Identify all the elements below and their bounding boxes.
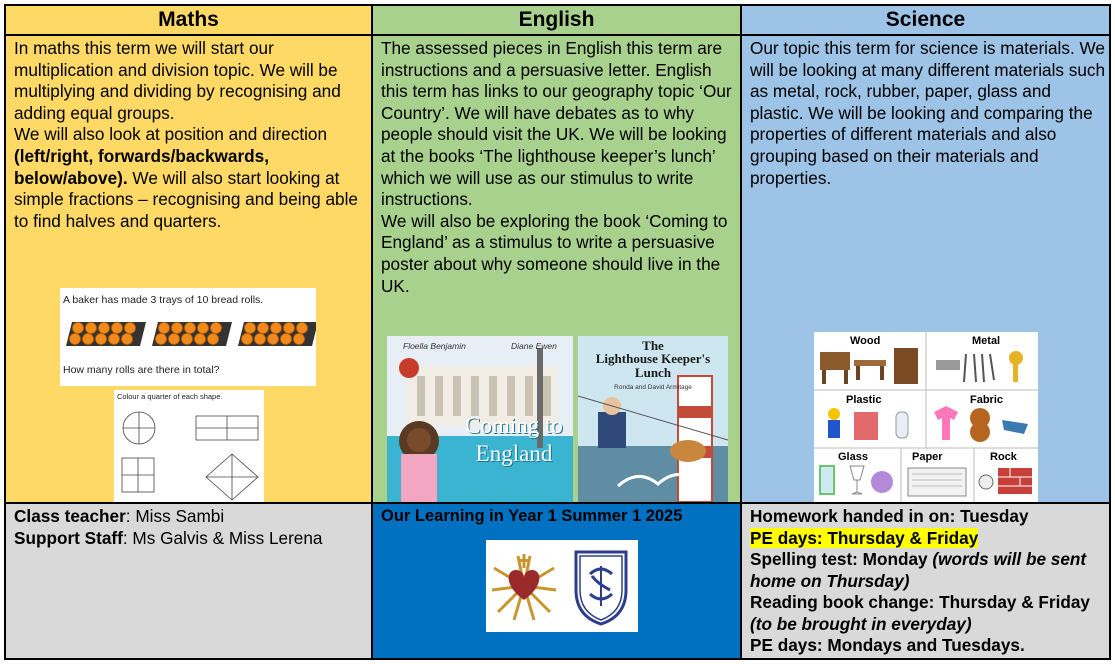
bread-roll — [271, 323, 282, 334]
bread-roll — [281, 334, 292, 345]
bread-roll — [99, 323, 110, 334]
material-label-fabric: Fabric — [970, 394, 1004, 406]
bread-roll — [255, 334, 266, 345]
bread-roll — [284, 323, 295, 334]
book-cover-coming-to-england — [387, 336, 573, 502]
maths-panel — [4, 34, 373, 504]
bread-roll — [73, 323, 84, 334]
fraction-worksheet-title: Colour a quarter of each shape. — [117, 392, 223, 401]
english-paragraph-2: We will also be exploring the book ‘Coming to England’ as a stimulus to write a persuasive poster about why someone should live in the UK. — [381, 210, 728, 296]
maths-position-terms: (left/right, forwards/backwards, below/above). — [14, 145, 270, 188]
worksheet-prompt: How many rolls are there in total? — [63, 364, 220, 376]
bread-roll — [208, 334, 219, 345]
maths-header — [4, 4, 373, 36]
staff-panel — [4, 502, 373, 660]
year-banner-panel — [371, 502, 742, 660]
material-label-wood: Wood — [850, 335, 881, 347]
bread-roll — [268, 334, 279, 345]
bread-roll — [258, 323, 269, 334]
science-paragraph-1: Our topic this term for science is materials. We will be looking at many different materials such as metal, rock, rubber, paper, glass and plastic. We will be looking and comparing the properties of different materials and also grouping based on their materials and properties. — [750, 38, 1106, 188]
pe-days-highlight-line: PE days: Thursday & Friday — [750, 527, 979, 548]
bread-roll — [159, 323, 170, 334]
english-title: English — [518, 8, 595, 31]
spelling-test-line: Spelling test: Monday (words will be sent home on Thursday) — [750, 549, 1087, 591]
pe-days-line: PE days: Mondays and Tuesdays. — [750, 635, 1025, 655]
class-teacher-line: Class teacher: Miss Sambi — [14, 506, 225, 526]
bread-roll — [185, 323, 196, 334]
material-label-paper: Paper — [912, 451, 943, 463]
bread-roll — [156, 334, 167, 345]
bread-roll — [211, 323, 222, 334]
book2-title: The Lighthouse Keeper's Lunch — [595, 338, 711, 380]
banner-title: Our Learning in Year 1 Summer 1 2025 — [381, 507, 683, 525]
book1-author-right: Diane Ewen — [511, 341, 557, 351]
bread-roll — [169, 334, 180, 345]
bread-trays-illustration — [60, 318, 316, 358]
maths-paragraph-2: We will also look at position and direction (left/right, forwards/backwards, below/above). We will also start looking at simple fractions – recognising and being able to find halves and quarters. — [14, 124, 358, 231]
science-title: Science — [885, 8, 966, 31]
english-paragraph-1: The assessed pieces in English this term are instructions and a persuasive letter. English this term has links to our geography topic ‘Our Country’. We will have debates as to why people should visit the UK. We will be looking at the books ‘The lighthouse keeper’s lunch’ which we will use as our stimulus to write instructions. — [381, 38, 732, 210]
school-crest-icon — [486, 540, 638, 632]
book-cover-lighthouse-keepers-lunch — [578, 336, 728, 502]
bread-roll — [125, 323, 136, 334]
book2-authors: Ronda and David Armitage — [614, 384, 692, 391]
english-panel — [371, 34, 742, 504]
maths-title: Maths — [158, 8, 219, 31]
english-header — [371, 4, 742, 36]
bread-roll — [172, 323, 183, 334]
bread-roll — [112, 323, 123, 334]
bread-roll — [245, 323, 256, 334]
material-label-rock: Rock — [990, 451, 1017, 463]
materials-illustration — [814, 332, 1038, 502]
material-label-metal: Metal — [972, 335, 1001, 347]
bread-roll — [122, 334, 133, 345]
maths-worksheet-fractions — [114, 390, 264, 502]
maths-worksheet-rolls — [60, 288, 316, 386]
material-label-plastic: Plastic — [846, 394, 882, 406]
science-panel — [740, 34, 1111, 504]
support-staff-line: Support Staff: Ms Galvis & Miss Lerena — [14, 527, 323, 548]
book1-title: Coming to England — [465, 413, 563, 466]
school-logos — [486, 540, 638, 632]
bread-roll — [70, 334, 81, 345]
bread-roll — [96, 334, 107, 345]
material-label-glass: Glass — [838, 451, 868, 463]
bread-roll — [242, 334, 253, 345]
fraction-shapes — [114, 402, 264, 502]
bread-roll — [83, 334, 94, 345]
info-panel — [740, 502, 1111, 660]
bread-roll — [86, 323, 97, 334]
bread-roll — [182, 334, 193, 345]
maths-paragraph-1: In maths this term we will start our multiplication and division topic. We will be multiplying and dividing by recognising and adding equal groups. — [14, 38, 341, 123]
science-header — [740, 4, 1111, 36]
book1-author-left: Floella Benjamin — [403, 341, 466, 351]
bread-roll — [294, 334, 305, 345]
worksheet-question: A baker has made 3 trays of 10 bread rolls. — [63, 294, 264, 306]
bread-roll — [109, 334, 120, 345]
bread-roll — [198, 323, 209, 334]
bread-roll — [297, 323, 308, 334]
materials-chart — [814, 332, 1038, 502]
bread-roll — [195, 334, 206, 345]
homework-line: Homework handed in on: Tuesday — [750, 506, 1029, 526]
reading-book-line: Reading book change: Thursday & Friday (to be brought in everyday) — [750, 592, 1090, 634]
